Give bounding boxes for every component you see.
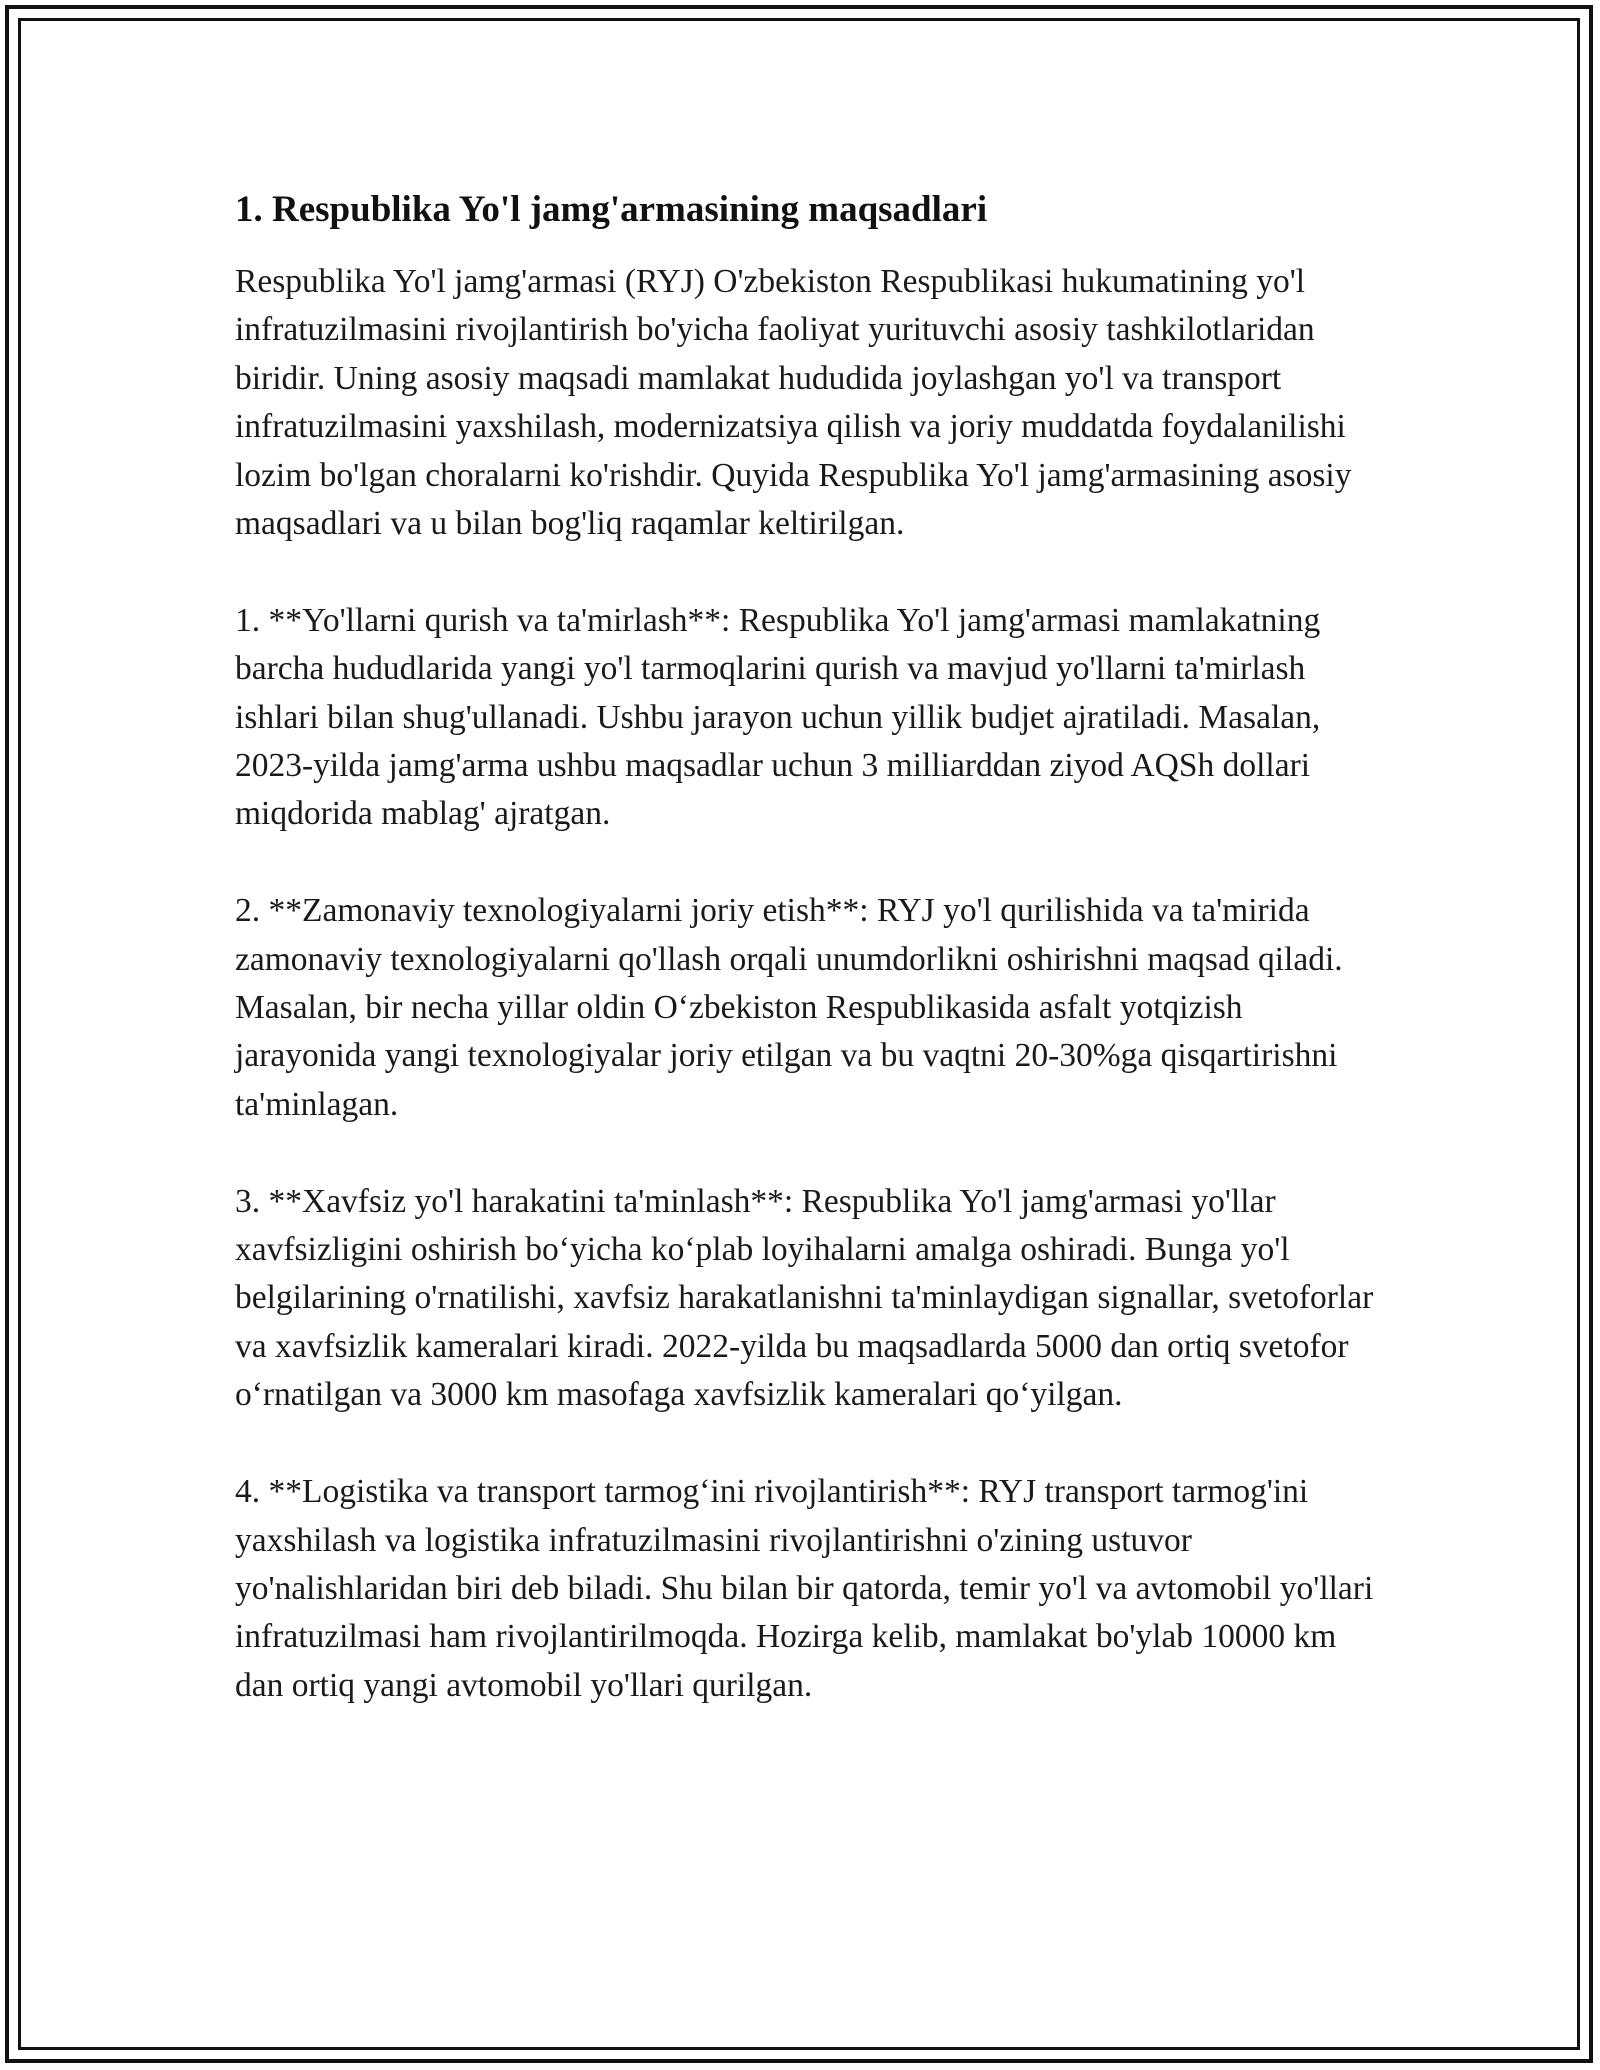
goal-paragraph-1: 1. **Yo'llarni qurish va ta'mirlash**: Respublika Yo'l jamg'armasi mamlakatning barcha hududlarida yangi yo'l tarmoqlarini qurish va mavjud yo'llarni ta'mirlash ishlari bilan shug'ullanadi. Ushbu jarayon uchun yillik budjet ajratiladi. Masalan, 2023-yilda jamg'arma ushbu maqsadlar uchun 3 milliarddan ziyod AQSh dollari miqdorida mablag' ajratgan.	[235, 601, 1321, 833]
goal-paragraph-3: 3. **Xavfsiz yo'l harakatini ta'minlash**: Respublika Yo'l jamg'armasi yo'llar xavfsizligini oshirish bo‘yicha ko‘plab loyihalarni amalga oshiradi. Bunga yo'l belgilarining o'rnatilishi, xavfsiz harakatlanishni ta'minlaydigan signallar, svetoforlar va xavfsizlik kameralari kiradi. 2022-yilda bu maqsadlarda 5000 dan ortiq svetofor o‘rnatilgan va 3000 km masofaga xavfsizlik kameralari qo‘yilgan.	[235, 1182, 1374, 1414]
goal-paragraph-2: 2. **Zamonaviy texnologiyalarni joriy etish**: RYJ yo'l qurilishida va ta'mirida zamonaviy texnologiyalarni qo'llash orqali unumdorlikni oshirishni maqsad qiladi. Masalan, bir necha yillar oldin O‘zbekiston Respublikasida asfalt yotqizish jarayonida yangi texnologiyalar joriy etilgan va bu vaqtni 20-30%ga qisqartirishni ta'minlagan.	[235, 892, 1343, 1123]
goal-paragraph-4: 4. **Logistika va transport tarmog‘ini rivojlantirish**: RYJ transport tarmog'ini yaxshilash va logistika infratuzilmasini rivojlantirishni o'zining ustuvor yo'nalishlaridan biri deb biladi. Shu bilan bir qatorda, temir yo'l va avtomobil yo'llari infratuzilmasi ham rivojlantirilmoqda. Hozirga kelib, mamlakat bo'ylab 10000 km dan ortiq yangi avtomobil yo'llari qurilgan.	[235, 1473, 1374, 1704]
section-heading: 1. Respublika Yo'l jamg'armasining maqsadlari	[235, 189, 988, 230]
intro-paragraph: Respublika Yo'l jamg'armasi (RYJ) O'zbekiston Respublikasi hukumatining yo'l infratuzilmasini rivojlantirish bo'yicha faoliyat yurituvchi asosiy tashkilotlaridan biridir. Uning asosiy maqsadi mamlakat hududida joylashgan yo'l va transport infratuzilmasini yaxshilash, modernizatsiya qilish va joriy muddatda foydalanilishi lozim bo'lgan choralarni ko'rishdir. Quyida Respublika Yo'l jamg'armasining asosiy maqsadlari va u bilan bog'liq raqamlar keltirilgan.	[235, 263, 1352, 543]
document-body	[235, 186, 1375, 1759]
